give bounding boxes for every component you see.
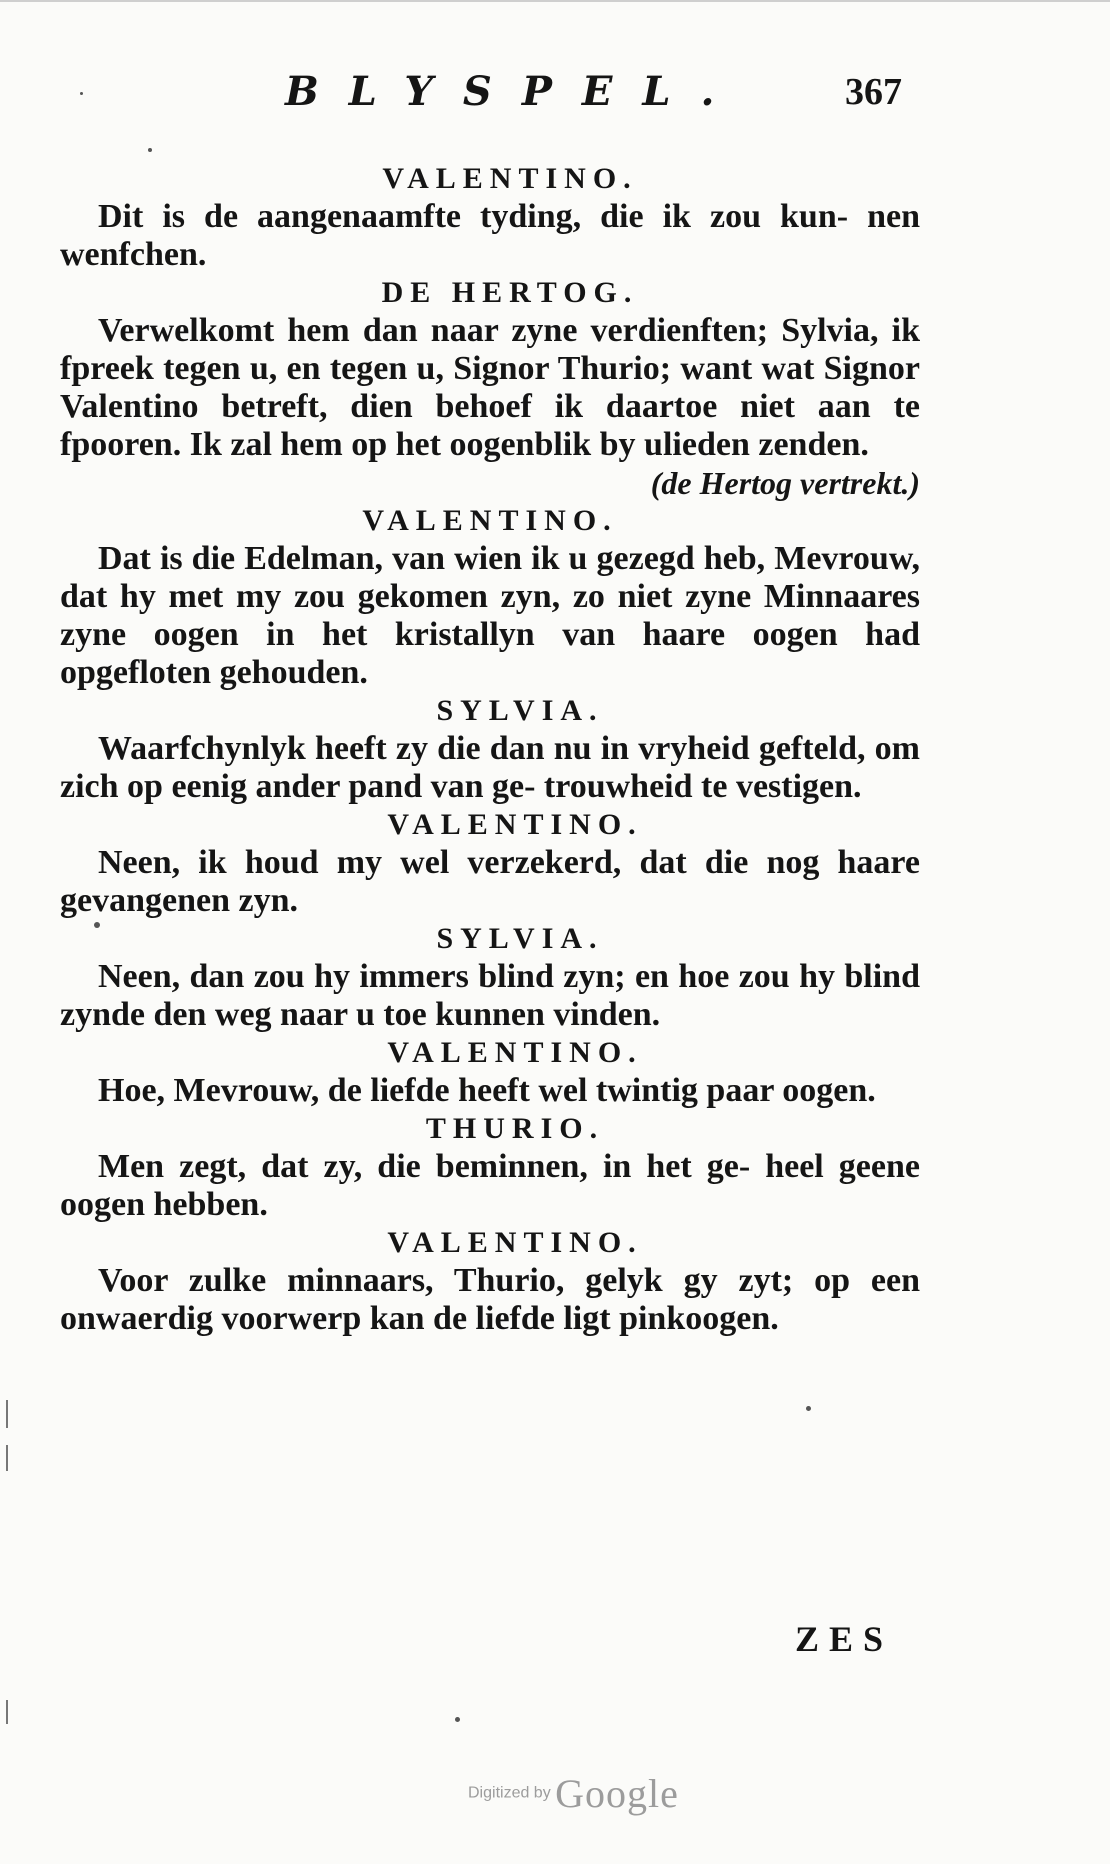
speech-paragraph: Voor zulke minnaars, Thurio, gelyk gy zyt; op een onwaerdig voorwerp kan de liefde ligt pinkoogen.: [60, 1262, 920, 1337]
digitization-watermark: [468, 1770, 679, 1817]
speaker-heading: SYLVIA.: [436, 922, 604, 955]
margin-mark: [6, 1700, 8, 1724]
page-header: [0, 68, 1110, 118]
speaker-heading: THURIO.: [425, 1112, 605, 1145]
speech-paragraph: Hoe, Mevrouw, de liefde heeft wel twintig paar oogen.: [98, 1072, 876, 1109]
speaker-heading: DE HERTOG.: [381, 276, 639, 309]
speech-paragraph: Neen, ik houd my wel verzekerd, dat die nog haare gevangenen zyn.: [60, 844, 920, 919]
speaker-heading: VALENTINO.: [387, 1036, 643, 1069]
play-text: [60, 160, 920, 1338]
speaker-heading: VALENTINO.: [382, 162, 638, 195]
scan-speck: [148, 148, 152, 152]
stage-direction: (de Hertog vertrekt.): [650, 465, 920, 501]
speaker-heading: VALENTINO.: [387, 1226, 643, 1259]
page-number: 367: [845, 71, 902, 113]
scan-speck: [94, 922, 100, 928]
page-top-edge: [0, 0, 1110, 2]
catchword: ZES: [795, 1619, 894, 1659]
speaker-heading: VALENTINO.: [362, 504, 618, 537]
speech-paragraph: Waarfchynlyk heeft zy die dan nu in vryheid gefteld, om zich op eenig ander pand van ge- trouwheid te vestigen.: [60, 730, 920, 805]
margin-mark: [6, 1400, 8, 1428]
speech-paragraph: Dat is die Edelman, van wien ik u gezegd heb, Mevrouw, dat hy met my zou gekomen zyn, zo niet zyne Minnaares zyne oogen in het kristallyn van haare oogen had opgefloten gehouden.: [60, 540, 920, 691]
speech-paragraph: Dit is de aangenaamfte tyding, die ik zou kun- nen wenfchen.: [60, 198, 920, 273]
speaker-heading: VALENTINO.: [387, 808, 643, 841]
speaker-heading: SYLVIA.: [436, 694, 604, 727]
scan-speck: [806, 1406, 811, 1411]
scan-speck: [455, 1717, 460, 1722]
margin-mark: [6, 1445, 8, 1471]
running-title: BLYSPEL.: [285, 68, 745, 115]
watermark-brand: Google: [555, 1771, 679, 1816]
speech-paragraph: Men zegt, dat zy, die beminnen, in het ge- heel geene oogen hebben.: [60, 1148, 920, 1223]
watermark-label: Digitized by: [468, 1784, 551, 1802]
speech-paragraph: Verwelkomt hem dan naar zyne verdienften; Sylvia, ik fpreek tegen u, en tegen u, Signor Thurio; want wat Signor Valentino betreft, dien behoef ik daartoe niet aan te fpooren. Ik zal hem op het oogenblik by ulieden zenden.: [60, 312, 920, 463]
speech-paragraph: Neen, dan zou hy immers blind zyn; en hoe zou hy blind zynde den weg naar u toe kunnen vinden.: [60, 958, 920, 1033]
scan-speck: [80, 92, 83, 95]
